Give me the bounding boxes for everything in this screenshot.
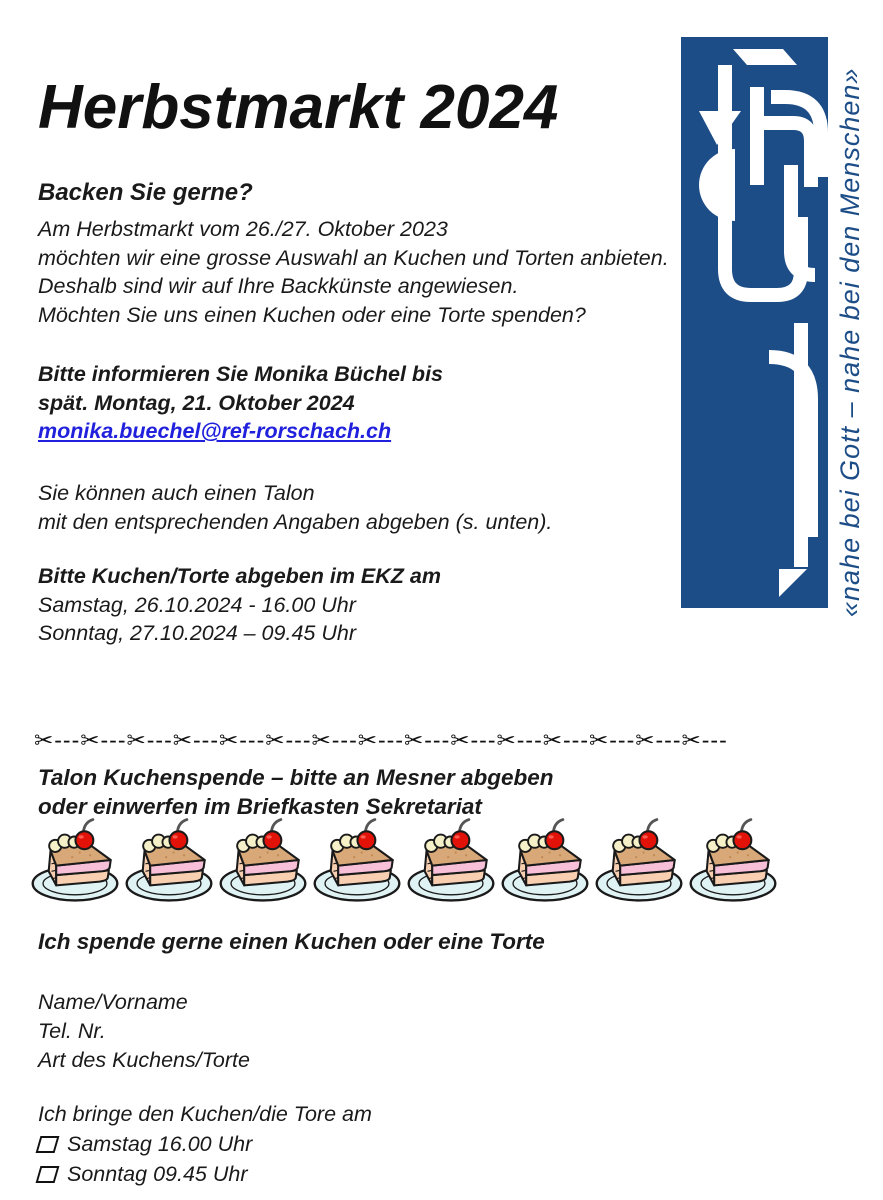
intro-heading: Backen Sie gerne? bbox=[38, 179, 253, 206]
cake-slice-image bbox=[686, 815, 780, 905]
intro-line: Möchten Sie uns einen Kuchen oder eine Torte spenden? bbox=[38, 302, 586, 327]
intro-paragraph bbox=[38, 215, 669, 329]
dropoff-line: Samstag, 26.10.2024 - 16.00 Uhr bbox=[38, 592, 356, 617]
field-label-phone: Tel. Nr. bbox=[38, 1019, 106, 1043]
pledge-heading: Ich spende gerne einen Kuchen oder eine Torte bbox=[38, 929, 545, 954]
cake-slice-image bbox=[404, 815, 498, 905]
cake-slice-image bbox=[216, 815, 310, 905]
page-title: Herbstmarkt 2024 bbox=[38, 72, 559, 142]
option-saturday bbox=[38, 1129, 372, 1159]
cake-images-row bbox=[28, 815, 780, 905]
talon-heading-line: oder einwerfen im Briefkasten Sekretariat bbox=[38, 794, 482, 819]
scissors-cut-line: ✂---✂---✂---✂---✂---✂---✂---✂---✂---✂---✂---✂---✂---✂---✂--- bbox=[34, 727, 728, 753]
email-link[interactable]: monika.buechel@ref-rorschach.ch bbox=[38, 419, 392, 443]
talon-heading-line: Talon Kuchenspende – bitte an Mesner abgeben bbox=[38, 765, 554, 790]
church-logo bbox=[681, 37, 828, 608]
bring-section bbox=[38, 1099, 372, 1189]
contact-block bbox=[38, 360, 443, 446]
talon-info-paragraph bbox=[38, 479, 552, 536]
option-label: Samstag 16.00 Uhr bbox=[67, 1132, 253, 1156]
talon-info-line: Sie können auch einen Talon bbox=[38, 481, 315, 505]
checkbox-icon bbox=[36, 1136, 60, 1153]
contact-line: Bitte informieren Sie Monika Büchel bis bbox=[38, 362, 443, 386]
cake-slice-image bbox=[310, 815, 404, 905]
bring-heading: Ich bringe den Kuchen/die Tore am bbox=[38, 1102, 372, 1126]
intro-line: möchten wir eine grosse Auswahl an Kuchen und Torten anbieten. bbox=[38, 245, 669, 270]
dropoff-line: Sonntag, 27.10.2024 – 09.45 Uhr bbox=[38, 621, 356, 645]
intro-line: Am Herbstmarkt vom 26./27. Oktober 2023 bbox=[38, 217, 448, 241]
intro-line: Deshalb sind wir auf Ihre Backkünste angewiesen. bbox=[38, 274, 519, 298]
cake-slice-image bbox=[498, 815, 592, 905]
form-fields bbox=[38, 988, 250, 1075]
talon-info-line: mit den entsprechenden Angaben abgeben (s. unten). bbox=[38, 509, 553, 534]
cake-slice-image bbox=[28, 815, 122, 905]
dropoff-heading: Bitte Kuchen/Torte abgeben im EKZ am bbox=[38, 564, 441, 588]
option-sunday bbox=[38, 1159, 372, 1189]
church-rooster-logo-icon bbox=[681, 37, 828, 608]
cake-slice-image bbox=[122, 815, 216, 905]
contact-line: spät. Montag, 21. Oktober 2024 bbox=[38, 390, 355, 415]
checkbox-icon bbox=[36, 1166, 60, 1183]
option-label: Sonntag 09.45 Uhr bbox=[67, 1162, 248, 1186]
dropoff-block bbox=[38, 562, 441, 648]
talon-heading bbox=[38, 763, 554, 821]
field-label-cake-type: Art des Kuchens/Torte bbox=[38, 1048, 250, 1072]
vertical-motto: «nahe bei Gott – nahe bei den Menschen» bbox=[835, 67, 865, 617]
field-label-name: Name/Vorname bbox=[38, 990, 188, 1014]
cake-slice-image bbox=[592, 815, 686, 905]
